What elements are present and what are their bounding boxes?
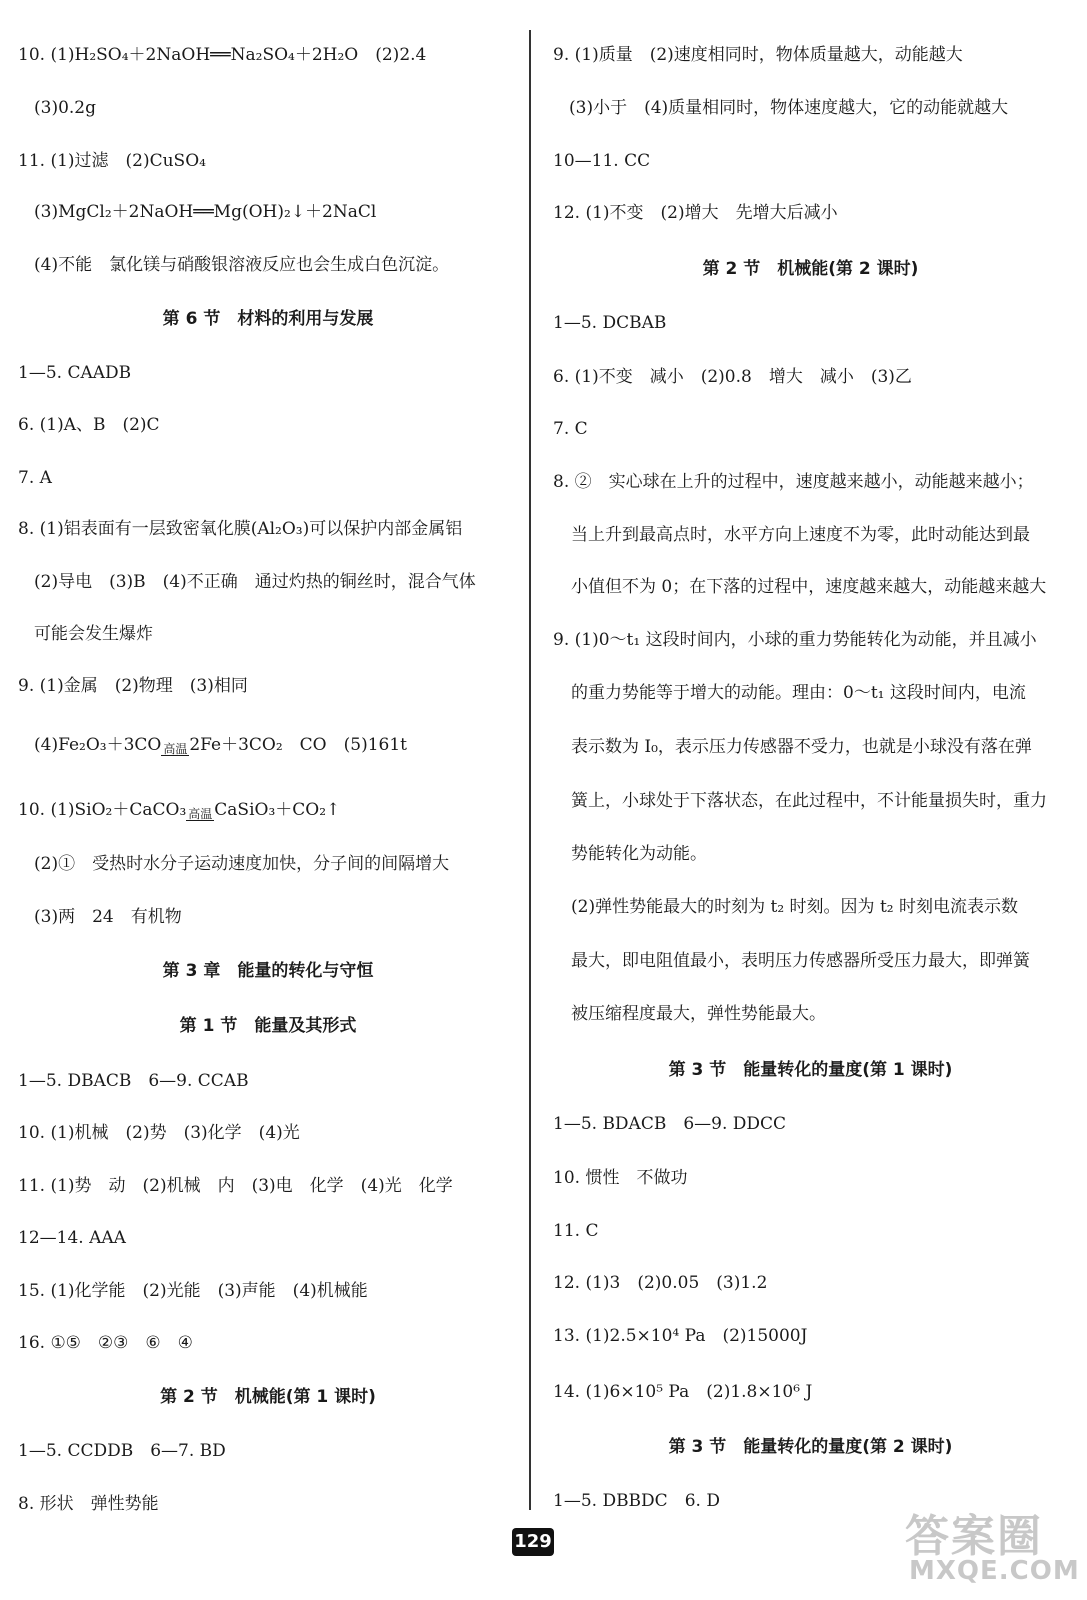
answer-line: 势能转化为动能。	[571, 844, 707, 864]
answer-line: 16. ①⑤ ②③ ⑥ ④	[18, 1333, 193, 1353]
answer-line: 可能会发生爆炸	[34, 624, 153, 644]
equation-right: 2Fe＋3CO₂ CO (5)161t	[189, 735, 407, 755]
answer-line: 1—5. DBBDC 6. D	[553, 1491, 720, 1511]
answer-line: (3)两 24 有机物	[34, 907, 182, 927]
answer-line: 12. (1)不变 (2)增大 先增大后减小	[553, 203, 838, 223]
answer-line: 表示数为 I₀，表示压力传感器不受力，也就是小球没有落在弹	[571, 737, 1032, 757]
reaction-condition: 高温	[188, 807, 213, 821]
answer-line: 小值但不为 0；在下落的过程中，速度越来越大，动能越来越大	[571, 577, 1047, 597]
answer-line: 10—11. CC	[553, 151, 651, 171]
equation-left: 10. (1)SiO₂＋CaCO₃	[18, 800, 187, 820]
answer-line: 9. (1)金属 (2)物理 (3)相同	[18, 676, 248, 696]
chapter-heading: 第 3 章 能量的转化与守恒	[162, 961, 374, 981]
answer-line	[18, 799, 340, 821]
equation-right: CaSiO₃＋CO₂↑	[214, 800, 341, 820]
answer-line: (2)导电 (3)B (4)不正确 通过灼热的铜丝时，混合气体	[34, 572, 476, 592]
equation-left: (4)Fe₂O₃＋3CO	[34, 735, 162, 755]
answer-line: 1—5. BDACB 6—9. DDCC	[553, 1114, 787, 1134]
answer-line: 10. 惯性 不做功	[553, 1168, 688, 1188]
answer-line: 11. (1)势 动 (2)机械 内 (3)电 化学 (4)光 化学	[18, 1176, 453, 1196]
answer-line: 15. (1)化学能 (2)光能 (3)声能 (4)机械能	[18, 1281, 368, 1301]
watermark-logo	[905, 1500, 1080, 1592]
answer-line: (3)MgCl₂＋2NaOH══Mg(OH)₂↓＋2NaCl	[34, 202, 377, 222]
answer-line: 7. A	[18, 468, 52, 488]
answer-line: 1—5. CCDDB 6—7. BD	[18, 1441, 226, 1461]
answer-line: 9. (1)质量 (2)速度相同时，物体质量越大，动能越大	[553, 45, 963, 65]
answer-line: 8. ② 实心球在上升的过程中，速度越来越小，动能越来越小；	[553, 472, 1034, 492]
section-heading: 第 6 节 材料的利用与发展	[162, 309, 374, 329]
answer-line: 8. 形状 弹性势能	[18, 1494, 159, 1514]
answer-line: 1—5. CAADB	[18, 363, 132, 383]
answer-line: 12—14. AAA	[18, 1228, 126, 1248]
answer-line: 10. (1)机械 (2)势 (3)化学 (4)光	[18, 1123, 300, 1143]
answer-line: 10. (1)H₂SO₄＋2NaOH══Na₂SO₄＋2H₂O (2)2.4	[18, 45, 427, 65]
section-heading: 第 1 节 能量及其形式	[179, 1016, 357, 1036]
page-number: 129	[512, 1528, 554, 1556]
answer-line: 6. (1)A、B (2)C	[18, 415, 160, 435]
answer-line: 被压缩程度最大，弹性势能最大。	[571, 1004, 826, 1024]
column-divider	[529, 30, 531, 1510]
answer-line: 11. (1)过滤 (2)CuSO₄	[18, 151, 206, 171]
reaction-condition: 高温	[163, 742, 188, 756]
answer-line: 9. (1)0～t₁ 这段时间内，小球的重力势能转化为动能，并且减小	[553, 630, 1037, 650]
answer-line: (3)0.2g	[34, 98, 96, 118]
answer-line: 的重力势能等于增大的动能。理由：0～t₁ 这段时间内，电流	[571, 683, 1026, 703]
answer-line	[34, 734, 407, 756]
answer-line: 1—5. DCBAB	[553, 313, 667, 333]
answer-line: 11. C	[553, 1221, 599, 1241]
answer-line: (4)不能 氯化镁与硝酸银溶液反应也会生成白色沉淀。	[34, 255, 450, 275]
watermark-domain: MXQE.COM	[909, 1556, 1080, 1586]
section-heading: 第 2 节 机械能(第 2 课时)	[702, 259, 919, 279]
answer-line: 6. (1)不变 减小 (2)0.8 增大 减小 (3)乙	[553, 367, 912, 387]
answer-line: (2)① 受热时水分子运动速度加快，分子间的间隔增大	[34, 854, 450, 874]
answer-line: 最大，即电阻值最小，表明压力传感器所受压力最大，即弹簧	[571, 951, 1030, 971]
answer-line: (3)小于 (4)质量相同时，物体速度越大，它的动能就越大	[569, 98, 1009, 118]
answer-line: 14. (1)6×10⁵ Pa (2)1.8×10⁶ J	[553, 1382, 813, 1402]
watermark-text: 答案圈	[905, 1511, 1043, 1562]
section-heading: 第 3 节 能量转化的量度(第 2 课时)	[668, 1437, 953, 1457]
answer-line: 13. (1)2.5×10⁴ Pa (2)15000J	[553, 1326, 808, 1346]
section-heading: 第 3 节 能量转化的量度(第 1 课时)	[668, 1060, 953, 1080]
answer-line: (2)弹性势能最大的时刻为 t₂ 时刻。因为 t₂ 时刻电流表示数	[571, 897, 1018, 917]
section-heading: 第 2 节 机械能(第 1 课时)	[160, 1387, 376, 1407]
answer-line: 8. (1)铝表面有一层致密氧化膜(Al₂O₃)可以保护内部金属铝	[18, 519, 463, 539]
answer-line: 12. (1)3 (2)0.05 (3)1.2	[553, 1273, 768, 1293]
answer-line: 7. C	[553, 419, 588, 439]
answer-line: 簧上，小球处于下落状态，在此过程中，不计能量损失时，重力	[571, 791, 1047, 811]
answer-line: 1—5. DBACB 6—9. CCAB	[18, 1071, 249, 1091]
answer-line: 当上升到最高点时，水平方向上速度不为零，此时动能达到最	[571, 525, 1030, 545]
